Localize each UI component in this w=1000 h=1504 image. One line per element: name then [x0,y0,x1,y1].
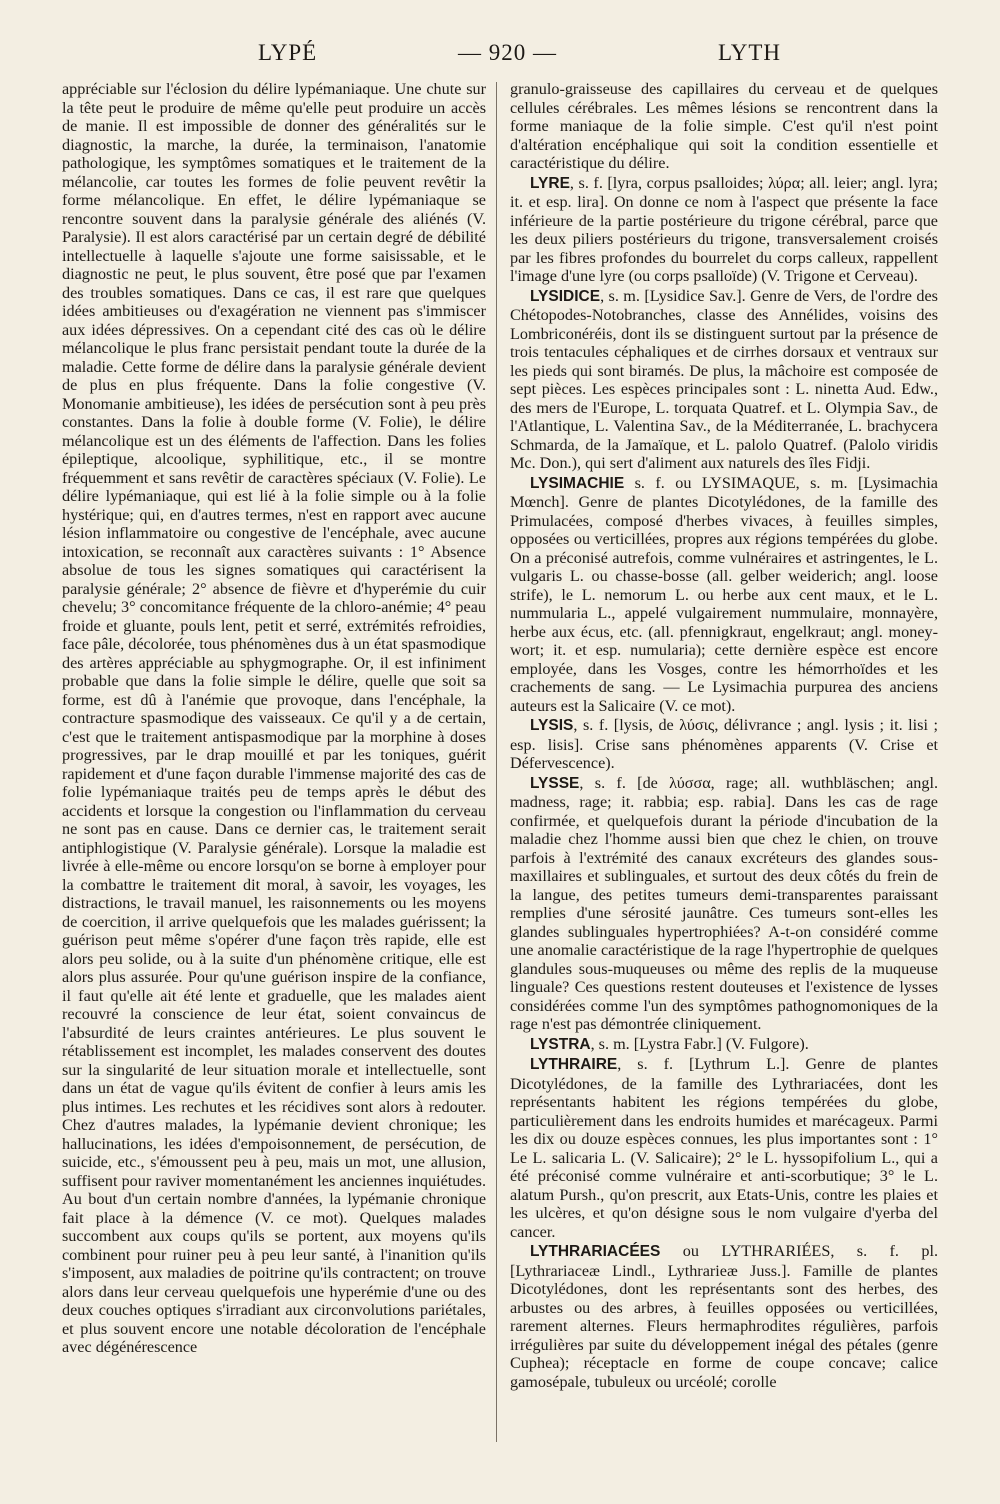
entry-text: , s. f. [lyra, corpus psalloides; λύρα; all. leier; angl. lyra; it. et esp. lira]. On donne ce nom à l'aspect que présente la face inférieure de la partie postérieure du trigone cérébral, parce que les deux piliers postérieurs du trigone, transversalement croisés par les fibres profondes du bourrelet du corps calleux, rappellent l'image d'une lyre (ou corps psalloïde) (V. Trigone et Cerveau). [510,173,938,285]
right-column-intro: granulo-graisseuse des capillaires du cerveau et de quelques cellules cérébrales. Les mêmes lésions se rencontrent dans la forme maniaque de la folie simple. C'est qu'il n'est point d'altération encéphalique qui soit la condition essentielle et caractéristique du délire. [510,80,938,172]
entry-lysse [510,774,938,1034]
headword: LYTHRAIRE [530,1056,618,1073]
entry-text: , s. m. [Lysidice Sav.]. Genre de Vers, de l'ordre des Chétopodes-Notobranches, classe des Annélides, voisins des Lombriconéréis, dont ils se distinguent surtout par la présence de trois tentacules céphaliques et de cirrhes dorsaux et ventraux sur les pieds qui sont biramés. De plus, la mâchoire est composée de sept pièces. Les espèces principales sont : L. ninetta Aud. Edw., des mers de l'Europe, L. torquata Quatref. et L. Olympia Sav., de l'Atlantique, L. Valentina Sav., de la Méditerranée, L. brachycera Schmarda, de la Jamaïque, et L. palolo Quatref. (Palolo viridis Mc. Don.), qui sert d'aliment aux naturels des îles Fidji. [510,286,938,472]
entry-text: , s. m. [Lystra Fabr.] (V. Fulgore). [590,1034,809,1053]
headword: LYSIS [530,717,574,734]
entry-lysis [510,716,938,773]
headword: LYSSE [530,774,580,792]
entry-text: ou LYTHRARIÉES, s. f. pl. [Lythrariaceæ Lindl., Lythrarieæ Juss.]. Famille de plantes Dicotylédones, dont les représentants sont des herbes, des arbustes ou des arbres, à feuilles opposées ou verticillées, rarement alternes. Fleurs hermaphrodites régulières, parfois irrégulières par suite du développement inégal des pétales (genre Cuphea); réceptacle en forme de coupe concave; calice gamosépale, tubuleux ou urcéolé; corolle [510,1242,938,1391]
headword: LYTHRARIACÉES [530,1243,661,1260]
entry-text: , s. f. [Lythrum L.]. Genre de plantes Dicotylédones, de la famille des Lythrariacées, dont les représentants habitent les régions tempérées du globe, particulièrement dans les endroits humides et marécageux. Parmi les dix ou douze espèces connues, les plus importantes sont : 1° Le L. salicaria L. (V. Salicaire); 2° le L. hyssopifolium L., qui a été préconisé comme vulnéraire et anti-scorbutique; 3° le L. alatum Pursh., qu'on prescrit, aux Etats-Unis, contre les plaies et les ulcères, et qu'on désigne sous le nom vulgaire d'yerba del cancer. [510,1055,938,1241]
entry-text: , s. f. [lysis, de λύσις, délivrance ; angl. lysis ; it. lisi ; esp. lisis]. Crise sans phénomènes apparents (V. Crise et Défervescence). [510,716,938,772]
entry-lystra [510,1035,938,1055]
running-head-right: LYTH [718,40,782,65]
headword: LYRE [530,174,570,192]
left-column [62,80,486,1440]
left-column-text: appréciable sur l'éclosion du délire lypémaniaque. Une chute sur la tête peut le produire de même qu'elle peut produire un accès de manie. Il est impossible de donner des généralités sur le diagnostic, la marche, la durée, la terminaison, l'anatomie pathologique, les symptômes somatiques et le traitement de la mélancolie, car toutes les formes de folie peuvent revêtir la forme mélancolique. En effet, le délire lypémaniaque se rencontre souvent dans la paralysie générale des aliénés (V. Paralysie). Il est alors caractérisé par un certain degré de débilité intellectuelle à laquelle s'ajoute une forme saisissable, et le diagnostic ne peut, le plus souvent, être posé que par l'examen des troubles somatiques. Dans ce cas, il est rare que quelques idées ambitieuses ou d'exagération ne viennent pas s'immiscer aux idées dépressives. On a cependant cité des cas où le délire mélancolique le plus franc persistait pendant toute la durée de la maladie. Cette forme de délire dans la paralysie générale devient de plus en plus fréquente. Dans la folie congestive (V. Monomanie ambitieuse), les idées de persécution sont à peu près constantes. Dans la folie à double forme (V. Folie), le délire mélancolique est un des éléments de l'affection. Dans les folies épileptique, alcoolique, syphilitique, etc., il se montre fréquemment et sans revêtir de caractères spéciaux (V. Folie). Le délire lypémaniaque, qui est lié à la folie simple ou à la folie hystérique; qui, en d'autres termes, n'est en rapport avec aucune lésion inflammatoire ou congestive de l'encéphale, avec aucune intoxication, se reconnaît aux caractères suivants : 1° Absence absolue de tous les signes somatiques qui caractérisent la paralysie générale; 2° absence de fièvre et d'hyperémie du cuir chevelu; 3° concomitance fréquente de la chloro-anémie; 4° peau froide et gluante, pouls lent, petit et serré, extrémités refroidies, face pâle, décolorée, tous phénomènes dus à un état spasmodique des artères appréciable au sphygmographe. Or, il est infiniment probable que dans la folie simple le délire, quelle que soit sa forme, est dû à l'anémie que provoque, dans l'encéphale, la contracture spasmodique des vaisseaux. Ce qu'il y a de certain, c'est que le traitement antispasmodique par la morphine à doses progressives, par le drap mouillé et par les toniques, guérit rapidement et d'une façon durable l'immense majorité des cas de folie lypémaniaque traités peu de temps après le début des accidents et lorsque la congestion ou l'inflammation du cerveau ne sont pas en cause. Dans ce dernier cas, le traitement serait antiphlogistique (V. Paralysie générale). Lorsque la maladie est livrée à elle-même ou encore lorsqu'on se borne à employer pour la combattre le traitement dit moral, à savoir, les voyages, les distractions, le travail manuel, les raisonnements ou les moyens de coercition, il arrive quelquefois que les malades guérissent; la guérison peut même s'opérer d'une façon très rapide, elle est alors peu solide, ou à la suite d'un phénomène critique, elle est alors plus assurée. Pour qu'une guérison inspire de la confiance, il faut qu'elle ait été lente et graduelle, que les malades aient recouvré la conscience de leur état, soient convaincus de l'absurdité de leurs craintes antérieures. Le plus souvent le rétablissement est incomplet, les malades conservent des doutes sur la singularité de leur situation morale et intellectuelle, sont dans un état de vague qu'ils évitent de confier à leurs amis les plus intimes. Les rechutes et les récidives sont alors à redouter. Chez d'autres malades, la lypémanie devient chronique; les hallucinations, les idées d'empoisonnement, de persécution, de suicide, etc., s'émoussent peu à peu, mais un mot, une allusion, suffisent pour raviver momentanément les anciennes inquiétudes. Au bout d'un certain nombre d'années, la lypémanie chronique fait place à la démence (V. ce mot). Quelques malades succombent aux coups qu'ils se portent, aux moyens qu'ils combinent pour ruiner peu à peu leur santé, à l'inanition qu'ils s'imposent, aux maladies de poitrine qu'ils contractent; on trouve alors dans leur cerveau quelquefois une hyperémie d'une ou des deux couches optiques s'irradiant aux circonvolutions pariétales, et plus souvent encore une notable décoloration de l'encéphale avec dégénérescence [62,80,486,1356]
entry-lythrariacees [510,1242,938,1391]
entry-lyre [510,174,938,286]
page-header [60,40,960,76]
headword: LYSTRA [530,1035,591,1053]
page-number: — 920 — [458,40,557,65]
entry-lysidice [510,287,938,473]
entry-text: , s. f. [de λύσσα, rage; all. wuthbläschen; angl. madness, rage; it. rabbia; esp. rabia]. Dans les cas de rage confirmée, et quelquefois durant la période d'incubation de la maladie chez l'homme aussi bien que chez le chien, on trouve parfois à l'extrémité des canaux excréteurs des glandes sous-maxillaires et sublinguales, et surtout des deux côtés du frein de la langue, des petites tumeurs demi-transparentes paraissant remplies d'une sérosité jaunâtre. Ces tumeurs sont-elles les glandes sublinguales hypertrophiées? A-t-on considéré comme une anomalie caractéristique de la rage l'hypertrophie de quelques glandules sous-muqueuses ou même des replis de la muqueuse linguale? Ces questions restent douteuses et l'existence de lysses considérées comme l'un des symptômes pathognomoniques de la rage n'est pas démontrée cliniquement. [510,773,938,1033]
entry-lythraire [510,1055,938,1241]
entry-text: s. f. ou LYSIMAQUE, s. m. [Lysimachia Mœnch]. Genre de plantes Dicotylédones, de la famille des Primulacées, composé d'herbes vivaces, à feuilles simples, opposées ou verticillées, propres aux régions tempérées du globe. On a préconisé autrefois, comme vulnéraires et astringentes, le L. vulgaris L. ou chasse-bosse (all. gelber weiderich; angl. loose strife), le L. nemorum L. ou herbe aux cent maux, et le L. nummularia L., appelé vulgairement nummulaire, monnayère, herbe aux écus, etc. (all. pfennigkraut, engelkraut; angl. money-wort; it. et esp. numularia); cette dernière espèce est encore employée, dans les Vosges, contre les hémorrhoïdes et les crachements de sang. — Le Lysimachia purpurea des anciens auteurs est la Salicaire (V. ce mot). [510,473,938,715]
right-column [510,80,938,1440]
column-divider [496,82,497,1442]
running-head-left: LYPÉ [258,40,318,65]
headword: LYSIMACHIE [530,474,625,492]
entry-lysimachie [510,474,938,716]
headword: LYSIDICE [530,287,601,305]
